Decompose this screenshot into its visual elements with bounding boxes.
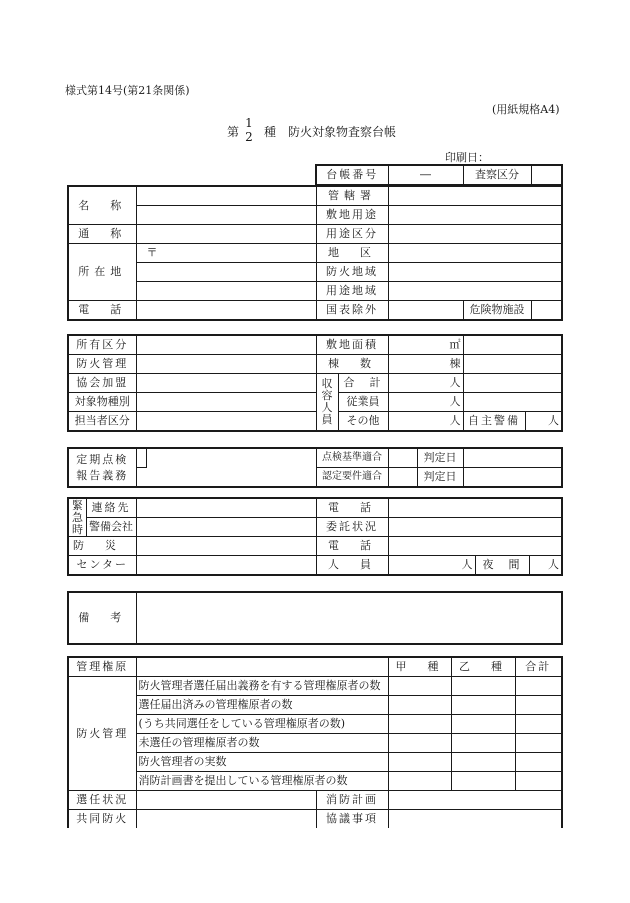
- night-label: 夜 間: [475, 556, 529, 576]
- mgmt-rights-value[interactable]: [136, 657, 388, 677]
- certified-compliance-label: 認定要件適合: [316, 468, 388, 488]
- jurisdiction-label: 管轄署: [316, 186, 388, 206]
- total-extra[interactable]: [463, 374, 562, 393]
- use-category-value[interactable]: [388, 225, 562, 244]
- col-type-b: 乙 種: [451, 657, 515, 677]
- management-rights-table: [67, 656, 563, 828]
- ledger-number-label: 台帳番号: [316, 165, 388, 185]
- mgmt-row-total[interactable]: [515, 677, 562, 696]
- consign-value[interactable]: [388, 518, 562, 537]
- emergency-phone-value[interactable]: [388, 498, 562, 518]
- ownership-label: 所有区分: [68, 335, 136, 355]
- emergency-label: 緊急時: [68, 498, 86, 537]
- exclusion-label: 国表除外: [316, 301, 388, 321]
- paper-size-note: (用紙規格A4): [492, 103, 560, 116]
- consign-label: 委託状況: [316, 518, 388, 537]
- contact-value[interactable]: [136, 498, 316, 518]
- name-value-2[interactable]: [136, 206, 316, 225]
- facility-basic-table: [67, 185, 563, 321]
- mgmt-row-label: 未選任の管理権原者の数: [136, 734, 388, 753]
- title-text: 種 防火対象物査察台帳: [264, 125, 397, 139]
- district-value[interactable]: [388, 244, 562, 263]
- title-number-bottom: 2: [245, 130, 253, 144]
- mgmt-row-type-b[interactable]: [451, 734, 515, 753]
- association-label: 協会加盟: [68, 374, 136, 393]
- emergency-contact-table: [67, 497, 563, 576]
- address-label: 所在地: [68, 244, 136, 301]
- standard-compliance-label: 点検基準適合: [316, 448, 388, 468]
- security-company-label: 警備会社: [86, 518, 136, 537]
- mgmt-rights-label: 管理権原: [68, 657, 136, 677]
- appointment-value[interactable]: [136, 791, 316, 810]
- ledger-number-value[interactable]: ―: [388, 165, 463, 185]
- jurisdiction-value[interactable]: [388, 186, 562, 206]
- phone-value[interactable]: [136, 301, 316, 321]
- mgmt-row-type-a[interactable]: [388, 753, 451, 772]
- standard-compliance-value[interactable]: [388, 448, 417, 468]
- ownership-value[interactable]: [136, 335, 316, 355]
- periodic-report-checkbox[interactable]: [136, 448, 146, 468]
- fire-mgmt-value[interactable]: [136, 355, 316, 374]
- self-guard-unit[interactable]: 人: [525, 412, 562, 432]
- self-guard-label: 自主警備: [463, 412, 525, 432]
- employees-label: 従業員: [338, 393, 388, 412]
- judge-date-value-1[interactable]: [463, 448, 562, 468]
- site-area-unit[interactable]: ㎡: [388, 335, 463, 355]
- inspection-type-label: 査察区分: [463, 165, 531, 185]
- total-label: 合 計: [338, 374, 388, 393]
- inspection-type-value[interactable]: [531, 165, 562, 185]
- common-name-label: 通 称: [68, 225, 136, 244]
- capacity-label: 収容人員: [316, 374, 338, 432]
- object-type-label: 対象物種別: [68, 393, 136, 412]
- staff-class-label: 担当者区分: [68, 412, 136, 432]
- mgmt-row-type-b[interactable]: [451, 772, 515, 791]
- mgmt-row-label: (うち共同選任をしている管理権原者の数): [136, 715, 388, 734]
- use-category-label: 用途区分: [316, 225, 388, 244]
- judge-date-value-2[interactable]: [463, 468, 562, 488]
- use-zone-value[interactable]: [388, 282, 562, 301]
- title-number-top: 1: [245, 116, 253, 130]
- print-date-label: 印刷日：: [445, 151, 489, 164]
- fire-plan-label: 消防計画: [316, 791, 388, 810]
- use-zone-label: 用途地域: [316, 282, 388, 301]
- mgmt-row-total[interactable]: [515, 753, 562, 772]
- other-label: その他: [338, 412, 388, 432]
- disaster-phone-value[interactable]: [388, 537, 562, 556]
- disaster-center-label-2: センター: [68, 556, 136, 576]
- periodic-report-label: 定期点検 報告義務: [68, 448, 136, 487]
- other-unit[interactable]: 人: [388, 412, 463, 432]
- staff-class-value[interactable]: [136, 412, 316, 432]
- disaster-phone-label: 電 話: [316, 537, 388, 556]
- hazard-facility-label: 危険物施設: [463, 301, 531, 321]
- staff-label: 人 員: [316, 556, 388, 576]
- mgmt-row-type-b[interactable]: [451, 715, 515, 734]
- night-unit[interactable]: 人: [529, 556, 562, 576]
- mgmt-row-label: 防火管理者の実数: [136, 753, 388, 772]
- common-name-value[interactable]: [136, 225, 316, 244]
- staff-unit[interactable]: 人: [388, 556, 475, 576]
- site-area-extra[interactable]: [463, 335, 562, 355]
- district-label: 地 区: [316, 244, 388, 263]
- judge-date-label-1: 判定日: [417, 448, 463, 468]
- address-value-2[interactable]: [136, 263, 316, 282]
- certified-compliance-value[interactable]: [388, 468, 417, 488]
- employees-extra[interactable]: [463, 393, 562, 412]
- security-company-value[interactable]: [136, 518, 316, 537]
- mgmt-row-total[interactable]: [515, 772, 562, 791]
- site-use-value[interactable]: [388, 206, 562, 225]
- association-value[interactable]: [136, 374, 316, 393]
- mgmt-row-total[interactable]: [515, 734, 562, 753]
- mgmt-row-type-a[interactable]: [388, 734, 451, 753]
- form-number: 様式第14号(第21条関係): [65, 84, 190, 97]
- name-value-1[interactable]: [136, 186, 316, 206]
- mgmt-row-type-b[interactable]: [451, 677, 515, 696]
- mgmt-row-type-a[interactable]: [388, 715, 451, 734]
- fire-mgmt-group-label: 防火管理: [68, 677, 136, 791]
- periodic-report-value-2[interactable]: [136, 468, 316, 488]
- address-postal-cell[interactable]: [136, 244, 316, 263]
- disaster-center-value-2[interactable]: [136, 556, 316, 576]
- buildings-extra[interactable]: [463, 355, 562, 374]
- mgmt-row-label: 選任届出済みの管理権原者の数: [136, 696, 388, 715]
- facility-identity-table: [315, 164, 563, 186]
- joint-fire-value[interactable]: [136, 810, 316, 829]
- remarks-table: [67, 591, 563, 645]
- fire-zone-value[interactable]: [388, 263, 562, 282]
- col-total: 合計: [515, 657, 562, 677]
- agreement-value[interactable]: [388, 810, 562, 829]
- disaster-center-label-1: 防 災: [68, 537, 136, 556]
- total-unit[interactable]: 人: [388, 374, 463, 393]
- mgmt-row-type-a[interactable]: [388, 772, 451, 791]
- appointment-label: 選任状況: [68, 791, 136, 810]
- buildings-unit[interactable]: 棟: [388, 355, 463, 374]
- mgmt-row-type-b[interactable]: [451, 753, 515, 772]
- phone-label: 電 話: [68, 301, 136, 321]
- mgmt-row-label: 防火管理者選任届出義務を有する管理権原者の数: [136, 677, 388, 696]
- mgmt-row-type-a[interactable]: [388, 696, 451, 715]
- remarks-value[interactable]: [136, 592, 562, 644]
- mgmt-row-label: 消防計画書を提出している管理権原者の数: [136, 772, 388, 791]
- periodic-inspection-table: [67, 447, 563, 488]
- buildings-label: 棟 数: [316, 355, 388, 374]
- fire-mgmt-label: 防火管理: [68, 355, 136, 374]
- agreement-label: 協議事項: [316, 810, 388, 829]
- disaster-center-value-1[interactable]: [136, 537, 316, 556]
- address-value-3[interactable]: [136, 282, 316, 301]
- mgmt-row-total[interactable]: [515, 696, 562, 715]
- joint-fire-label: 共同防火: [68, 810, 136, 829]
- mgmt-row-type-a[interactable]: [388, 677, 451, 696]
- name-label: 名 称: [68, 186, 136, 225]
- mgmt-row-total[interactable]: [515, 715, 562, 734]
- fire-plan-value[interactable]: [388, 791, 562, 810]
- remarks-label: 備 考: [68, 592, 136, 644]
- site-use-label: 敷地用途: [316, 206, 388, 225]
- title-prefix: 第: [227, 125, 240, 139]
- emergency-phone-label: 電 話: [316, 498, 388, 518]
- contact-label: 連絡先: [86, 498, 136, 518]
- object-type-value[interactable]: [136, 393, 316, 412]
- hazard-facility-value[interactable]: [531, 301, 562, 321]
- periodic-report-value-1[interactable]: [146, 448, 316, 468]
- employees-unit[interactable]: 人: [388, 393, 463, 412]
- site-area-label: 敷地面積: [316, 335, 388, 355]
- col-type-a: 甲 種: [388, 657, 451, 677]
- exclusion-value[interactable]: [388, 301, 463, 321]
- management-table: [67, 334, 563, 432]
- mgmt-row-type-b[interactable]: [451, 696, 515, 715]
- fire-zone-label: 防火地域: [316, 263, 388, 282]
- postal-mark-icon: 〒: [146, 246, 158, 259]
- judge-date-label-2: 判定日: [417, 468, 463, 488]
